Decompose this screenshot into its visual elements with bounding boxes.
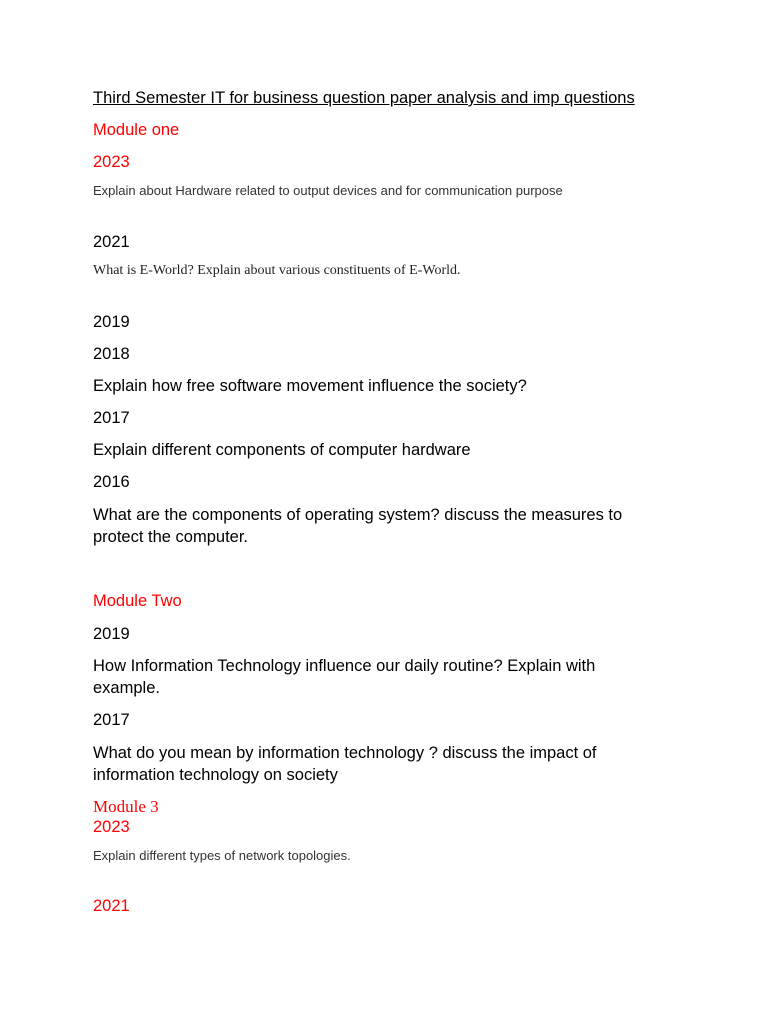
module-two-year-2019: 2019 (93, 625, 130, 643)
module-one-year-2023: 2023 (93, 153, 130, 171)
module-one-year-2016: 2016 (93, 473, 130, 491)
module-two-question-2017-line1: What do you mean by information technology ? discuss the impact of (93, 744, 597, 762)
module-one-question-2021: What is E-World? Explain about various constituents of E-World. (93, 263, 461, 278)
module-one-question-2016-line1: What are the components of operating system? discuss the measures to (93, 506, 623, 524)
module-two-heading: Module Two (93, 592, 182, 610)
module-two-question-2019-line2: example. (93, 679, 160, 697)
module-one-heading: Module one (93, 121, 180, 139)
module-one-question-2016-line2: protect the computer. (93, 528, 249, 546)
module-two-question-2019-line1: How Information Technology influence our daily routine? Explain with (93, 657, 596, 675)
module-two-question-2017-line2: information technology on society (93, 766, 338, 784)
module-one-question-2018: Explain how free software movement influence the society? (93, 377, 527, 395)
module-one-question-2023: Explain about Hardware related to output devices and for communication purpose (93, 183, 563, 198)
module-two-year-2017: 2017 (93, 711, 130, 729)
module-one-year-2018: 2018 (93, 345, 130, 363)
module-three-year-2023: 2023 (93, 818, 130, 836)
module-one-year-2019: 2019 (93, 313, 130, 331)
module-three-question-2023: Explain different types of network topologies. (93, 848, 351, 863)
document-title: Third Semester IT for business question paper analysis and imp questions (93, 89, 635, 107)
module-one-year-2021: 2021 (93, 233, 130, 251)
module-one-question-2017: Explain different components of computer hardware (93, 441, 471, 459)
module-three-year-2021: 2021 (93, 897, 130, 915)
module-one-year-2017: 2017 (93, 409, 130, 427)
module-three-heading: Module 3 (93, 797, 159, 816)
